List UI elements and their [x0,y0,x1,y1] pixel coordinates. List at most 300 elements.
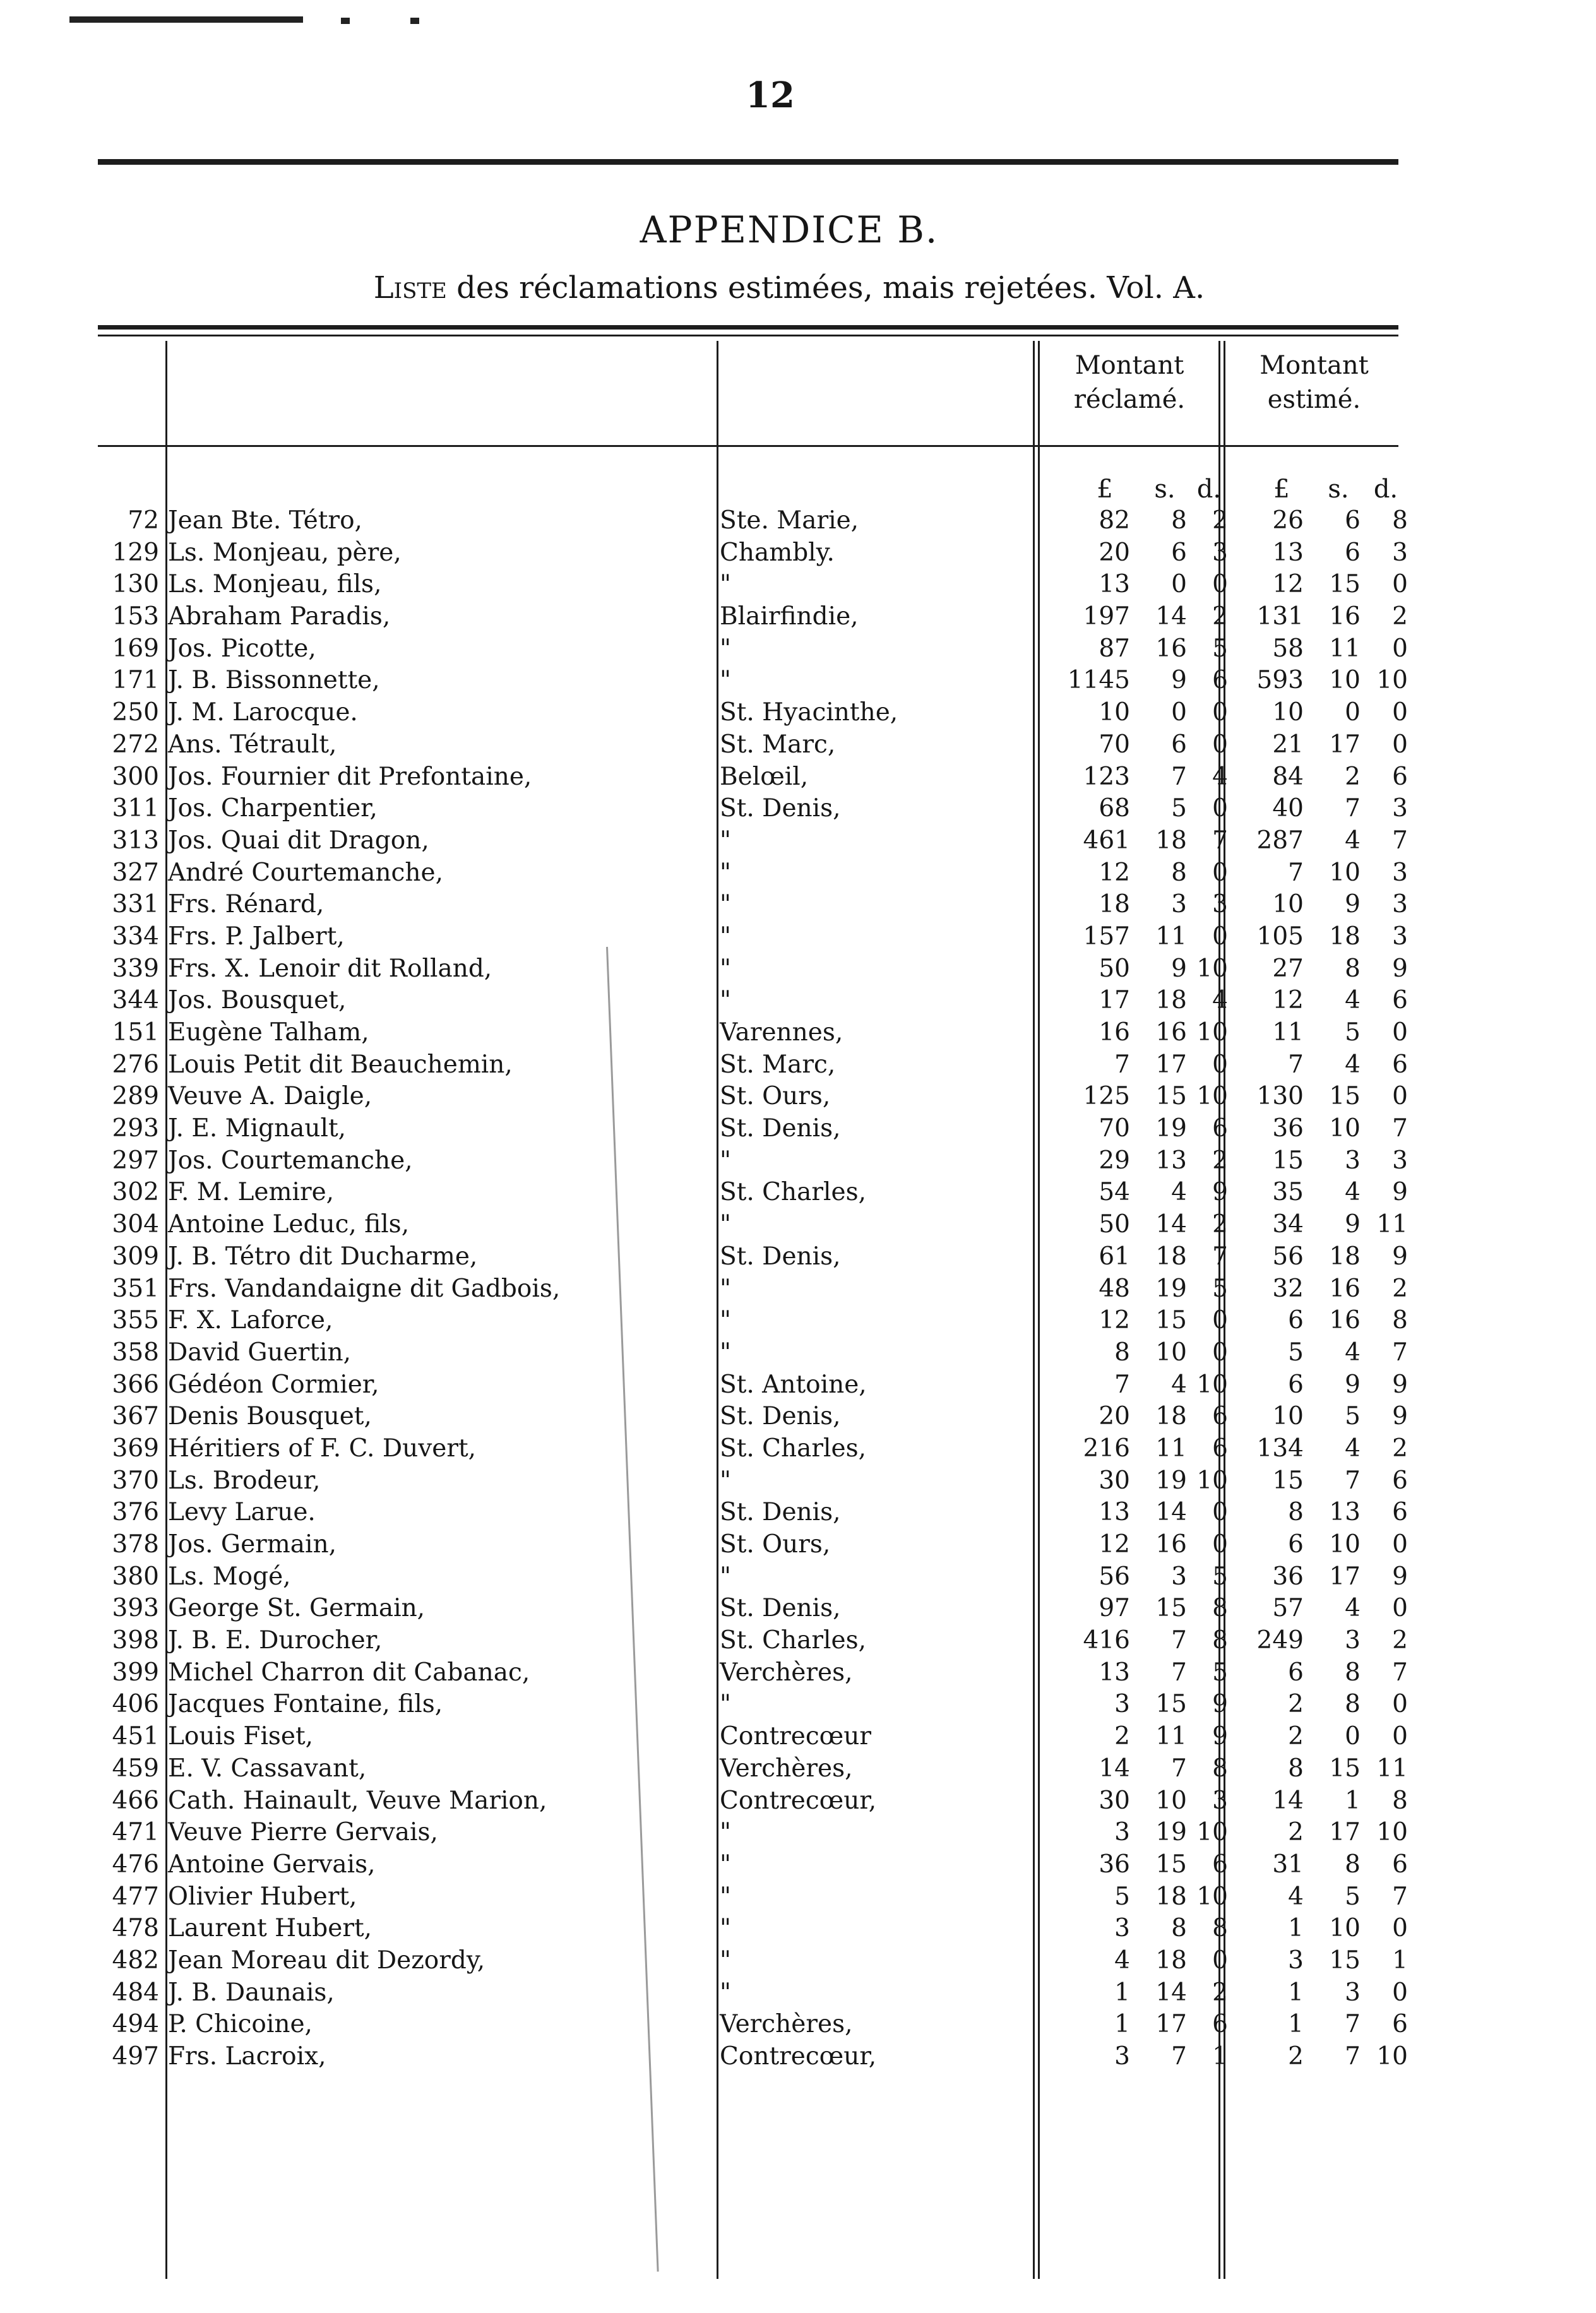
estimated-pounds: 36 [1272,1562,1304,1591]
estimated-pence: 6 [1392,762,1408,791]
parish-name: St. Denis, [720,794,841,823]
estimated-pounds: 6 [1288,1530,1304,1559]
claimed-shillings: 15 [1155,1306,1187,1335]
estimated-shillings: 10 [1329,666,1361,695]
claimed-pounds: 2 [1114,1722,1130,1751]
claimant-name: Michel Charron dit Cabanac, [168,1658,530,1687]
claimed-pence: 10 [1196,1370,1228,1399]
claimant-name: F. X. Laforce, [168,1306,333,1335]
claimed-shillings: 3 [1171,890,1187,919]
claimed-shillings: 4 [1171,1370,1187,1399]
parish-name: Verchères, [720,2010,853,2039]
table-row [0,729,1596,761]
claimed-pence: 7 [1212,826,1228,855]
estimated-pence: 0 [1392,1914,1408,1943]
claimed-shillings: 11 [1155,922,1187,951]
estimated-shillings: 13 [1329,1498,1361,1527]
claimed-shillings: 17 [1155,1050,1187,1079]
estimated-pounds: 2 [1288,1690,1304,1719]
table-row [0,1593,1596,1625]
claimant-name: Jos. Picotte, [168,634,316,663]
claimed-pounds: 97 [1099,1594,1130,1623]
estimated-shillings: 8 [1345,1850,1361,1879]
claim-number: 309 [112,1242,159,1271]
claimed-pence: 6 [1212,1114,1228,1143]
parish-name: " [720,1210,732,1239]
table-row [0,1049,1596,1081]
claimant-name: George St. Germain, [168,1594,426,1623]
parish-name: " [720,1306,732,1335]
estimated-pence: 9 [1392,1562,1408,1591]
claimed-pence: 6 [1212,1850,1228,1879]
parish-name: " [720,1274,732,1303]
parish-name: Verchères, [720,1754,853,1783]
estimated-shillings: 8 [1345,1658,1361,1687]
claimed-shillings: 18 [1155,1946,1187,1975]
claim-number: 484 [112,1978,159,2007]
claimed-shillings: 4 [1171,1178,1187,1207]
claimed-pence: 4 [1212,986,1228,1015]
estimated-pence: 2 [1392,1434,1408,1463]
parish-name: St. Marc, [720,730,836,759]
estimated-pounds: 12 [1272,986,1304,1015]
penny-unit: d. [1373,475,1398,504]
estimated-shillings: 10 [1329,1530,1361,1559]
table-row [0,633,1596,665]
claimed-shillings: 14 [1155,1978,1187,2007]
table-row [0,1241,1596,1273]
table-row [0,1977,1596,2009]
parish-name: " [720,954,732,983]
claimant-name: Jos. Fournier dit Prefontaine, [168,762,532,791]
claimed-pence: 9 [1212,1722,1228,1751]
claimed-shillings: 19 [1155,1274,1187,1303]
estimated-pence: 3 [1392,538,1408,567]
estimated-shillings: 3 [1345,1146,1361,1175]
claimed-pounds: 12 [1099,1306,1130,1335]
claimed-pounds: 4 [1114,1946,1130,1975]
estimated-pence: 9 [1392,1402,1408,1431]
claimed-shillings: 18 [1155,1882,1187,1911]
estimated-shillings: 4 [1345,1178,1361,1207]
claimed-pence: 10 [1196,1082,1228,1111]
table-row [0,1017,1596,1049]
parish-name: Contrecœur [720,1722,871,1751]
claimant-name: Frs. Vandandaigne dit Gadbois, [168,1274,561,1303]
claimed-pounds: 10 [1099,698,1130,727]
estimated-pounds: 10 [1272,890,1304,919]
table-row [0,665,1596,697]
table-row [0,1913,1596,1945]
claim-number: 129 [112,538,159,567]
table-row [0,537,1596,569]
estimated-shillings: 10 [1329,858,1361,887]
parish-name: St. Antoine, [720,1370,867,1399]
estimated-shillings: 17 [1329,1562,1361,1591]
claimed-pence: 0 [1212,858,1228,887]
claimant-name: Ls. Mogé, [168,1562,291,1591]
estimated-pounds: 249 [1256,1626,1304,1655]
claimant-name: Louis Fiset, [168,1722,314,1751]
estimated-shillings: 11 [1329,634,1361,663]
claimant-name: E. V. Cassavant, [168,1754,367,1783]
claimed-pounds: 70 [1099,1114,1130,1143]
estimated-shillings: 9 [1345,1370,1361,1399]
claimed-pounds: 197 [1083,602,1130,631]
claimed-pounds: 48 [1099,1274,1130,1303]
estimated-shillings: 4 [1345,1050,1361,1079]
claimant-name: Jacques Fontaine, fils, [168,1690,443,1719]
claimant-name: Ls. Brodeur, [168,1466,321,1495]
claim-number: 153 [112,602,159,631]
estimated-pence: 9 [1392,1370,1408,1399]
parish-name: " [720,1818,732,1847]
estimated-pounds: 130 [1256,1082,1304,1111]
claimed-pounds: 1 [1114,2010,1130,2039]
estimated-shillings: 5 [1345,1402,1361,1431]
parish-name: Belœil, [720,762,809,791]
claimed-pence: 3 [1212,890,1228,919]
claimed-pounds: 125 [1083,1082,1130,1111]
claimed-pence: 8 [1212,1626,1228,1655]
claim-number: 451 [112,1722,159,1751]
claimed-pence: 6 [1212,1402,1228,1431]
parish-name: " [720,1146,732,1175]
claimed-shillings: 18 [1155,986,1187,1015]
estimated-pence: 0 [1392,1018,1408,1047]
claimant-name: Olivier Hubert, [168,1882,357,1911]
estimated-header-line2: estimé. [1267,385,1361,414]
claimed-shillings: 15 [1155,1690,1187,1719]
claimed-shillings: 7 [1171,1658,1187,1687]
estimated-pounds: 10 [1272,698,1304,727]
estimated-shillings: 2 [1345,762,1361,791]
claimant-name: Jos. Bousquet, [168,986,347,1015]
claimed-pence: 10 [1196,1818,1228,1847]
claimed-pence: 1 [1212,2042,1228,2071]
table-row [0,1433,1596,1465]
parish-name: St. Hyacinthe, [720,698,898,727]
claimed-shillings: 16 [1155,1018,1187,1047]
estimated-shillings: 7 [1345,1466,1361,1495]
claim-number: 250 [112,698,159,727]
table-row [0,1177,1596,1209]
claimed-pounds: 29 [1099,1146,1130,1175]
estimated-pence: 6 [1392,1050,1408,1079]
claimed-pence: 6 [1212,2010,1228,2039]
table-row [0,1721,1596,1753]
estimated-pounds: 6 [1288,1658,1304,1687]
claimed-shillings: 6 [1171,730,1187,759]
parish-name: " [720,826,732,855]
estimated-pence: 6 [1392,1466,1408,1495]
claim-number: 151 [112,1018,159,1047]
claim-number: 72 [128,506,159,535]
estimated-shillings: 4 [1345,1594,1361,1623]
estimated-amount-header [1227,348,1401,417]
claimant-name: J. B. E. Durocher, [168,1626,383,1655]
claimed-shillings: 18 [1155,1242,1187,1271]
claimed-pounds: 20 [1099,1402,1130,1431]
table-row [0,2041,1596,2073]
claimed-shillings: 15 [1155,1082,1187,1111]
claimed-shillings: 9 [1171,666,1187,695]
parish-name: St. Denis, [720,1114,841,1143]
estimated-pence: 6 [1392,986,1408,1015]
claimed-pence: 10 [1196,1882,1228,1911]
table-row [0,1785,1596,1817]
claim-number: 351 [112,1274,159,1303]
claimed-shillings: 7 [1171,1754,1187,1783]
claimed-header-line1: Montant [1075,351,1184,380]
parish-name: " [720,1914,732,1943]
claimed-pounds: 13 [1099,570,1130,599]
estimated-pounds: 4 [1288,1882,1304,1911]
claimed-pounds: 5 [1114,1882,1130,1911]
estimated-shillings: 1 [1345,1786,1361,1815]
table-row [0,1337,1596,1369]
parish-name: " [720,890,732,919]
claimed-shillings: 0 [1171,698,1187,727]
estimated-pounds: 6 [1288,1306,1304,1335]
parish-name: " [720,1690,732,1719]
estimated-pounds: 35 [1272,1178,1304,1207]
claim-number: 380 [112,1562,159,1591]
claimant-name: Frs. Rénard, [168,890,325,919]
estimated-shillings: 7 [1345,2010,1361,2039]
table-row [0,985,1596,1017]
claimed-shillings: 14 [1155,602,1187,631]
estimated-shillings: 5 [1345,1018,1361,1047]
estimated-pounds: 8 [1288,1754,1304,1783]
claimant-name: Jos. Courtemanche, [168,1146,413,1175]
estimated-pence: 0 [1392,1530,1408,1559]
estimated-pounds: 2 [1288,1722,1304,1751]
estimated-pence: 0 [1392,698,1408,727]
estimated-pence: 6 [1392,2010,1408,2039]
table-row [0,1657,1596,1689]
claimed-pounds: 30 [1099,1466,1130,1495]
claimant-name: J. B. Bissonnette, [168,666,380,695]
claim-number: 171 [112,666,159,695]
claimed-pence: 2 [1212,602,1228,631]
claimed-shillings: 7 [1171,762,1187,791]
estimated-pounds: 1 [1288,2010,1304,2039]
table-row [0,921,1596,953]
claim-number: 130 [112,570,159,599]
estimated-pounds: 1 [1288,1914,1304,1943]
estimated-pounds: 8 [1288,1498,1304,1527]
claimant-name: Antoine Gervais, [168,1850,376,1879]
claim-number: 497 [112,2042,159,2071]
claimant-name: Jos. Quai dit Dragon, [168,826,429,855]
estimated-pence: 10 [1376,666,1408,695]
table-row [0,857,1596,889]
estimated-header-line1: Montant [1260,351,1369,380]
claimed-amount-header [1042,348,1217,417]
claim-number: 355 [112,1306,159,1335]
claimed-pounds: 8 [1114,1338,1130,1367]
claimant-name: Frs. X. Lenoir dit Rolland, [168,954,492,983]
claimed-pence: 9 [1212,1178,1228,1207]
claim-number: 399 [112,1658,159,1687]
claimed-pence: 0 [1212,1050,1228,1079]
estimated-pounds: 57 [1272,1594,1304,1623]
claimed-pence: 0 [1212,1306,1228,1335]
table-row [0,825,1596,857]
estimated-pence: 10 [1376,2042,1408,2071]
estimated-pence: 2 [1392,1626,1408,1655]
claimed-pence: 4 [1212,762,1228,791]
claim-number: 393 [112,1594,159,1623]
estimated-pounds: 40 [1272,794,1304,823]
claimed-shillings: 19 [1155,1114,1187,1143]
estimated-pence: 8 [1392,506,1408,535]
claimed-pence: 0 [1212,794,1228,823]
claimed-shillings: 14 [1155,1210,1187,1239]
claimed-pence: 0 [1212,1530,1228,1559]
estimated-pounds: 10 [1272,1402,1304,1431]
table-row [0,601,1596,633]
claimed-shillings: 7 [1171,1626,1187,1655]
claimed-pounds: 1 [1114,1978,1130,2007]
claimed-shillings: 10 [1155,1338,1187,1367]
claim-number: 376 [112,1498,159,1527]
estimated-shillings: 0 [1345,1722,1361,1751]
table-row [0,2009,1596,2041]
claimed-pence: 5 [1212,1562,1228,1591]
claimed-pounds: 36 [1099,1850,1130,1879]
parish-name: " [720,1946,732,1975]
claimed-shillings: 0 [1171,570,1187,599]
claimant-name: Louis Petit dit Beauchemin, [168,1050,513,1079]
claim-number: 477 [112,1882,159,1911]
claimed-pence: 0 [1212,1498,1228,1527]
claimant-name: Laurent Hubert, [168,1914,372,1943]
estimated-pence: 3 [1392,1146,1408,1175]
estimated-pence: 0 [1392,1594,1408,1623]
parish-name: Blairfindie, [720,602,859,631]
estimated-pence: 7 [1392,1114,1408,1143]
parish-name: St. Denis, [720,1594,841,1623]
claimant-name: Frs. Lacroix, [168,2042,326,2071]
estimated-pence: 11 [1376,1210,1408,1239]
estimated-shillings: 7 [1345,2042,1361,2071]
table-row [0,1209,1596,1241]
parish-name: Varennes, [720,1018,843,1047]
claimed-pounds: 216 [1083,1434,1130,1463]
claim-number: 482 [112,1946,159,1975]
claimed-pounds: 17 [1099,986,1130,1015]
estimated-shillings: 15 [1329,1754,1361,1783]
shilling-unit: s. [1154,475,1176,504]
parish-name: " [720,1850,732,1879]
table-row [0,761,1596,794]
claimant-name: Veuve Pierre Gervais, [168,1818,438,1847]
estimated-pence: 3 [1392,858,1408,887]
estimated-pounds: 26 [1272,506,1304,535]
estimated-pounds: 287 [1256,826,1304,855]
estimated-pence: 7 [1392,826,1408,855]
estimated-pounds: 7 [1288,858,1304,887]
claim-number: 370 [112,1466,159,1495]
parish-name: " [720,1562,732,1591]
estimated-shillings: 10 [1329,1914,1361,1943]
claimed-pence: 5 [1212,1658,1228,1687]
pound-unit: £ [1273,475,1290,504]
estimated-pence: 0 [1392,1082,1408,1111]
estimated-shillings: 7 [1345,794,1361,823]
claimed-pounds: 70 [1099,730,1130,759]
parish-name: St. Charles, [720,1626,867,1655]
claimed-shillings: 8 [1171,506,1187,535]
table-top-rule-thin [98,335,1398,336]
claimed-pounds: 12 [1099,1530,1130,1559]
estimated-shillings: 8 [1345,1690,1361,1719]
claimed-pence: 0 [1212,570,1228,599]
estimated-shillings: 16 [1329,602,1361,631]
claimed-pounds: 50 [1099,1210,1130,1239]
claim-number: 327 [112,858,159,887]
claimant-name: Héritiers of F. C. Duvert, [168,1434,477,1463]
claimed-pence: 0 [1212,730,1228,759]
estimated-pence: 0 [1392,1690,1408,1719]
table-row [0,505,1596,537]
parish-name: Verchères, [720,1658,853,1687]
claimed-pounds: 3 [1114,1690,1130,1719]
estimated-pounds: 15 [1272,1466,1304,1495]
table-row [0,1497,1596,1529]
table-row [0,1625,1596,1657]
claimed-shillings: 8 [1171,1914,1187,1943]
claimed-pounds: 3 [1114,1914,1130,1943]
table-row [0,793,1596,825]
claimant-name: F. M. Lemire, [168,1178,335,1207]
estimated-pence: 0 [1392,1978,1408,2007]
table-row [0,1465,1596,1497]
claimed-pounds: 7 [1114,1370,1130,1399]
claimed-pence: 10 [1196,1466,1228,1495]
parish-name: Ste. Marie, [720,506,859,535]
claimant-name: J. B. Daunais, [168,1978,335,2007]
estimated-pence: 3 [1392,922,1408,951]
claimed-pounds: 54 [1099,1178,1130,1207]
penny-unit: d. [1196,475,1222,504]
estimated-pounds: 34 [1272,1210,1304,1239]
top-edge-mark [69,16,303,23]
estimated-pounds: 2 [1288,2042,1304,2071]
estimated-shillings: 9 [1345,1210,1361,1239]
pound-unit: £ [1097,475,1113,504]
claim-number: 476 [112,1850,159,1879]
claimed-shillings: 9 [1171,954,1187,983]
parish-name: " [720,1978,732,2007]
estimated-pounds: 105 [1256,922,1304,951]
parish-name: St. Ours, [720,1082,831,1111]
claim-number: 311 [112,794,159,823]
claimed-shillings: 14 [1155,1498,1187,1527]
estimated-shillings: 0 [1345,698,1361,727]
claimed-shillings: 18 [1155,1402,1187,1431]
claimed-pence: 0 [1212,922,1228,951]
parish-name: " [720,634,732,663]
claimed-pence: 0 [1212,1946,1228,1975]
estimated-shillings: 18 [1329,922,1361,951]
subheading-rest: des réclamations estimées, mais rejetées. Vol. A. [456,270,1205,306]
estimated-shillings: 9 [1345,890,1361,919]
top-edge-mark [341,18,350,24]
units-row [0,475,1596,505]
